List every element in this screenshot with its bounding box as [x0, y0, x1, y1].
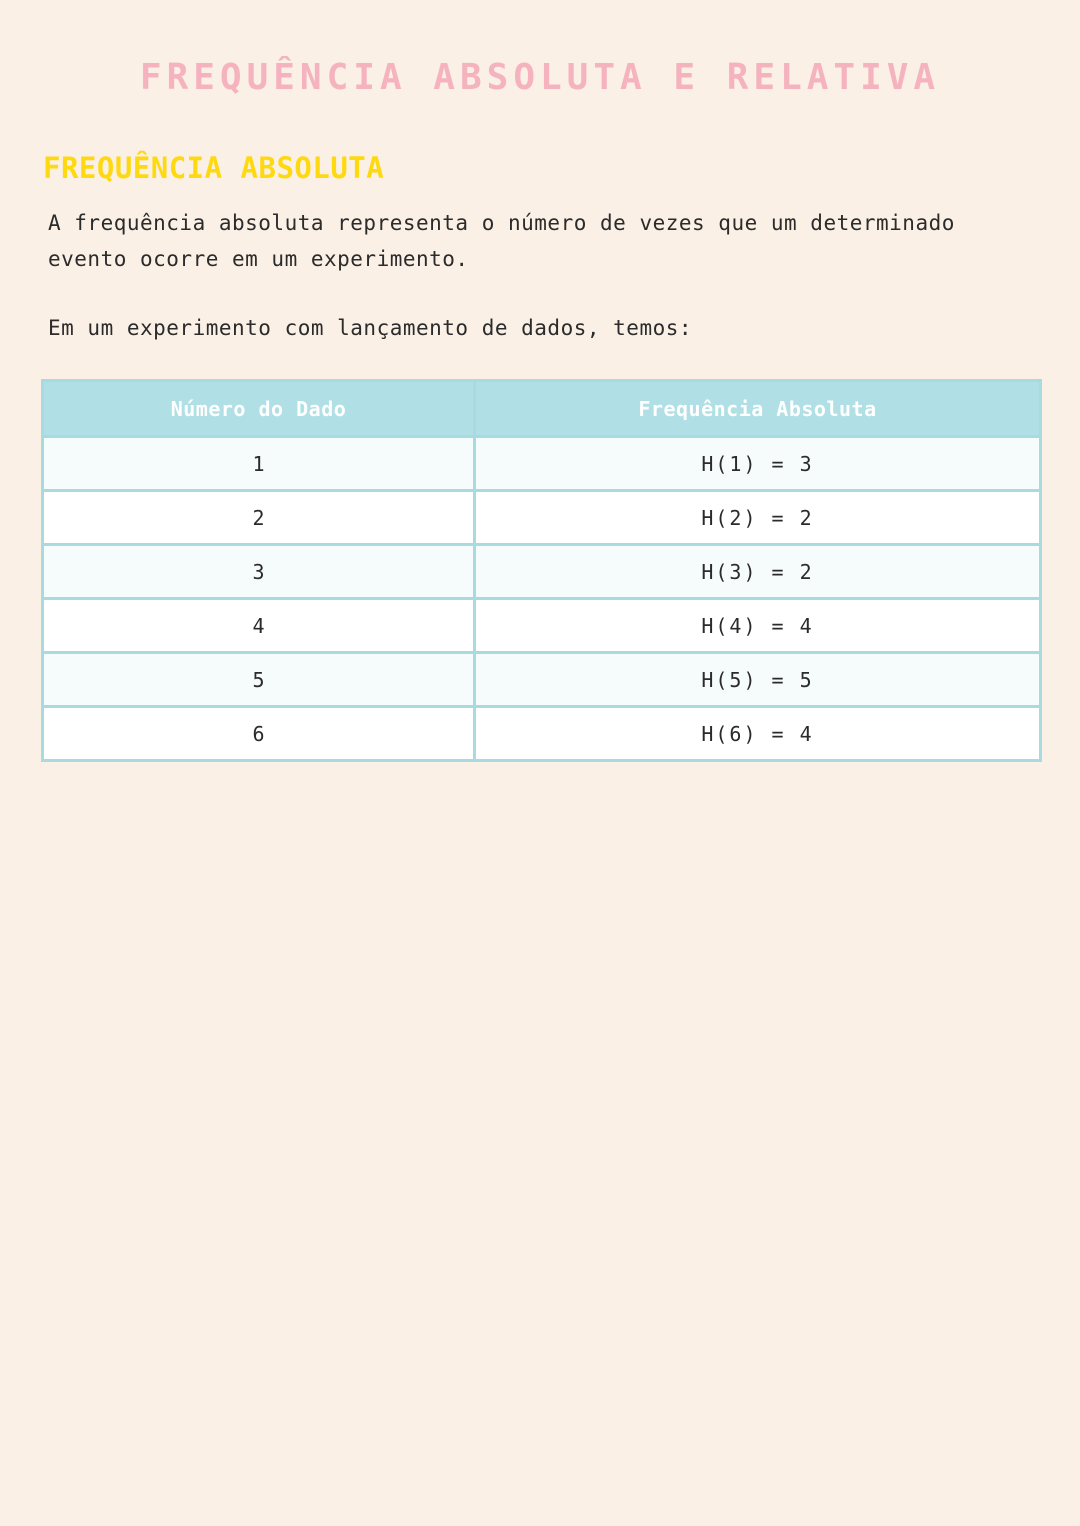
die-number-cell: 3 [43, 545, 475, 599]
die-number-cell: 2 [43, 491, 475, 545]
table-row [43, 653, 1041, 707]
die-number-cell: 6 [43, 707, 475, 761]
frequency-table [41, 379, 1042, 762]
frequency-cell: H(2) = 2 [475, 491, 1041, 545]
header-die-number: Número do Dado [43, 381, 475, 437]
frequency-cell: H(5) = 5 [475, 653, 1041, 707]
table-row [43, 437, 1041, 491]
table-row [43, 599, 1041, 653]
header-absolute-frequency: Frequência Absoluta [475, 381, 1041, 437]
table-row [43, 707, 1041, 761]
page-title: FREQUÊNCIA ABSOLUTA E RELATIVA [139, 57, 941, 98]
section-title: FREQUÊNCIA ABSOLUTA [43, 151, 385, 185]
example-intro-paragraph: Em um experimento com lançamento de dados, temos: [48, 316, 693, 340]
table-header-row [43, 381, 1041, 437]
frequency-cell: H(3) = 2 [475, 545, 1041, 599]
frequency-cell: H(4) = 4 [475, 599, 1041, 653]
die-number-cell: 4 [43, 599, 475, 653]
table-row [43, 545, 1041, 599]
definition-paragraph: A frequência absoluta representa o número de vezes que um determinado evento ocorre em um experimento. [48, 211, 955, 271]
frequency-cell: H(1) = 3 [475, 437, 1041, 491]
frequency-cell: H(6) = 4 [475, 707, 1041, 761]
die-number-cell: 1 [43, 437, 475, 491]
die-number-cell: 5 [43, 653, 475, 707]
table-row [43, 491, 1041, 545]
